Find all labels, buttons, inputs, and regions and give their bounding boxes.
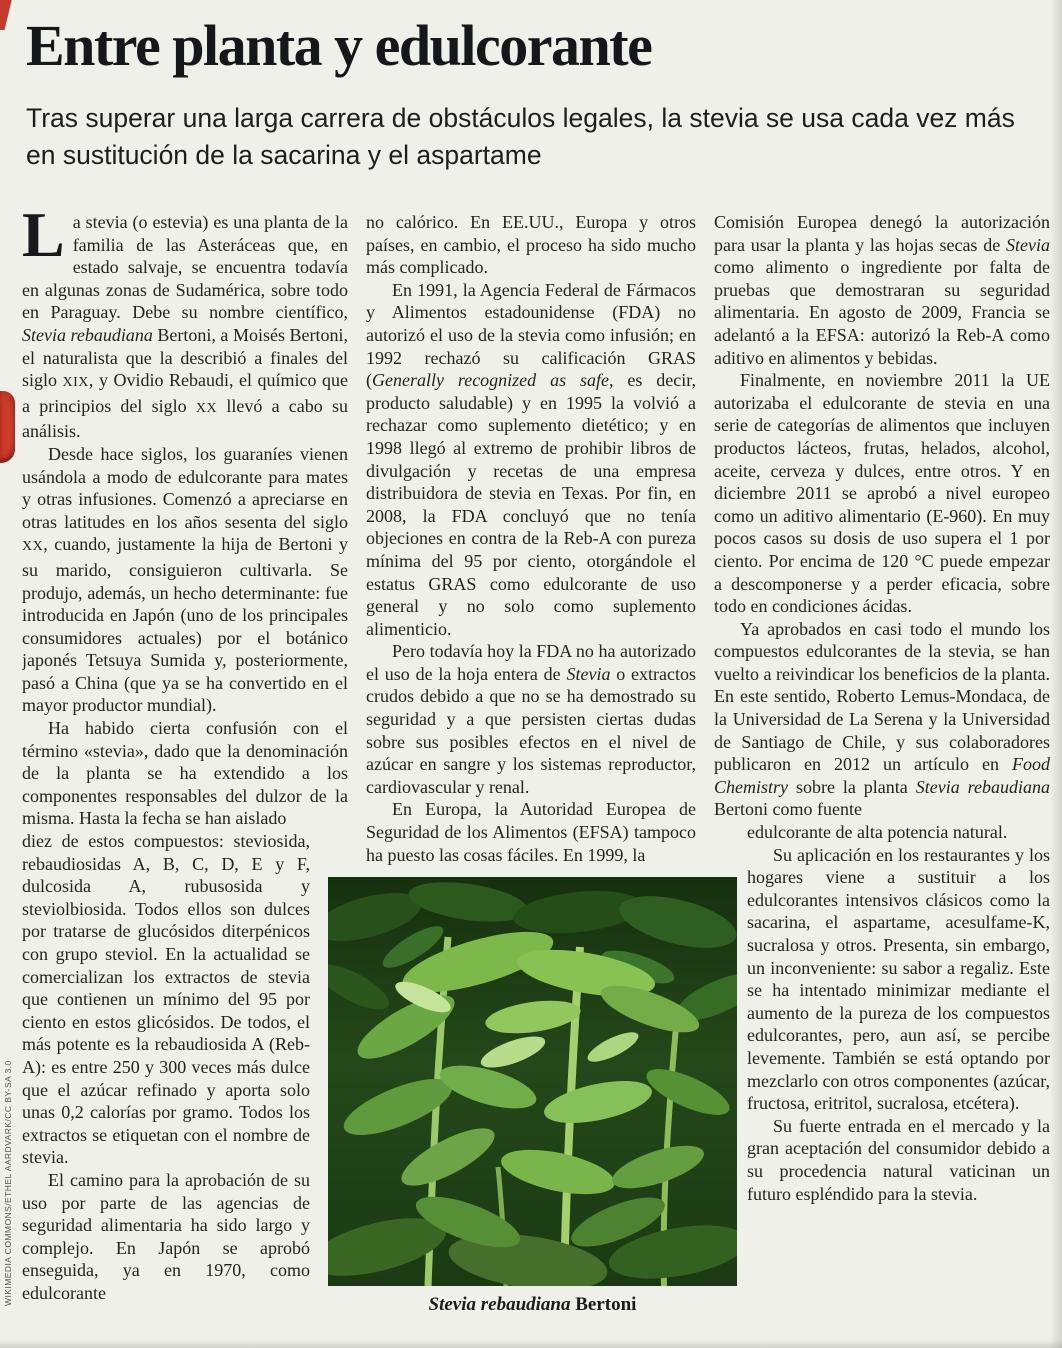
text-run: En Europa, la Autoridad Europea de Seguridad de los Alimentos (EFSA) tampoco ha puesto las cosas fáciles. En 1999, la — [366, 799, 696, 865]
text-run: , y Ovidio Rebaudi, el químico que a principios del siglo — [22, 370, 348, 416]
text-run: , cuando, justamente la hija de Bertoni y su marido, consiguieron cultivarla. Se produjo, además, un hecho determinante: fue introducida en Japón (uno de los principales consumidores actuales) por el botánico japonés Tetsuya Sumida y, posteriormente, pasó a China (que ya se ha convertido en el mayor productor mundial). — [22, 534, 348, 716]
column-3-narrow-text — [747, 821, 1050, 1205]
paragraph — [22, 1169, 310, 1305]
text-run: edulcorante de alta potencia natural. — [747, 822, 1008, 843]
paragraph — [747, 844, 1050, 1115]
paragraph — [22, 443, 348, 717]
text-run: XIX — [62, 375, 89, 391]
paragraph — [22, 830, 310, 1169]
text-run: XX — [22, 539, 44, 555]
text-run: Su aplicación en los restaurantes y los hogares viene a sustituir a los edulcorantes intensivos clásicos como la sacarina, el aspartame, acesulfame-K, sucralosa y otros. Presenta, sin embargo, un inconveniente: su sabor a regaliz. Este se ha intentado minimizar mediante el aumento de la pureza de los compuestos edulcorantes, pero, aun así, se percibe levemente. También se está optando por mezclarlo con otros componentes (azúcar, fructosa, eritritol, sucralosa, etcétera). — [747, 844, 1050, 1114]
text-run: Food Chemistry — [714, 754, 1050, 797]
paragraph — [366, 211, 696, 279]
text-run: como alimento o ingrediente por falta de pruebas que demostraran su seguridad alimentaria. En agosto de 2009, Francia se adelantó a la EFSA: autorizó la Reb-A como aditivo en alimentos y bebidas. — [714, 257, 1050, 368]
text-run: XX — [195, 400, 218, 416]
text-run: Ya aprobados en casi todo el mundo los compuestos edulcorantes de la stevia, se han vuelto a reivindicar los beneficios de la planta. En este sentido, Roberto Lemus-Mondaca, de la Universidad de La Serena y la Universidad de Santiago de Chile, y sus colaboradores publicaron en 2012 un artículo en — [714, 618, 1050, 775]
text-run: a stevia (o estevia) es una planta de la familia de las Asteráceas que, en estado salvaje, se encuentra todavía en algunas zonas de Sudamérica, sobre todo en Paraguay. Debe su nombre científico, — [22, 212, 348, 323]
text-run: llevó a cabo su análisis. — [22, 395, 348, 442]
text-run: Stevia rebaudiana — [915, 776, 1050, 797]
text-run: o extractos crudos debido a que no se ha demostrado su seguridad y a que persisten ciertas dudas sobre sus posibles efectos en el nivel de azúcar en sangre y los sistemas reproductor, cardiovascular y renal. — [366, 663, 696, 797]
text-run: Stevia rebaudiana — [428, 1294, 571, 1315]
text-run: Generally recognized as safe — [372, 370, 609, 391]
text-run: diez de estos compuestos: steviosida, rebaudiosidas A, B, C, D, E y F, dulcosida A, rubusosida y steviolbiosida. Todos ellos son dulces por tratarse de glucósidos diterpénicos con grupo steviol. En la actualidad se comercializan los extractos de stevia que contienen un mínimo del 95 por ciento en estos glicósidos. De todos, el más potente es la rebaudiosida A (Reb-A): es entre 250 y 300 veces más dulce que el azúcar refinado y aporta solo unas 0,2 calorías por gramo. Todos los extractos se etiquetan con el nombre de stevia. — [22, 831, 310, 1168]
text-run: Bertoni, a Moisés Bertoni, el naturalista que la describió a finales del siglo — [22, 324, 348, 391]
text-run: En 1991, la Agencia Federal de Fármacos y Alimentos estadounidense (FDA) no autorizó el uso de la stevia como infusión; en 1992 rechazó su calificación GRAS ( — [366, 279, 696, 391]
column-1 — [22, 211, 348, 1305]
paragraph — [747, 821, 1050, 844]
photo-credit: WIKIMEDIA COMMONS/ETHEL AARDVARK/CC BY-SA 3.0 — [3, 1060, 13, 1306]
text-run: no calórico. En EE.UU., Europa y otros países, en cambio, el proceso ha sido mucho más complicado. — [366, 212, 696, 278]
photo-caption — [328, 1294, 737, 1316]
text-run: Comisión Europea denegó la autorización para usar la planta y las hojas secas de — [714, 212, 1050, 255]
column-3 — [714, 211, 1050, 1205]
article-subtitle: Tras superar una larga carrera de obstáculos legales, la stevia se usa cada vez más en sustitución de la sacarina y el aspartame — [26, 103, 1015, 170]
column-2 — [366, 211, 696, 866]
stevia-plant-photo — [328, 877, 737, 1286]
drop-cap: L — [22, 211, 65, 270]
paragraph — [22, 717, 348, 830]
text-run: sobre la planta — [788, 776, 916, 797]
column-1-wide-text — [22, 211, 348, 830]
scan-artifact-corner — [0, 0, 13, 30]
paragraph — [366, 640, 696, 798]
paragraph — [22, 211, 348, 443]
stevia-plant-illustration — [328, 877, 737, 1286]
paragraph — [747, 1115, 1050, 1205]
article-title: Entre planta y edulcorante — [26, 13, 652, 78]
paragraph — [714, 618, 1050, 821]
paragraph — [714, 211, 1050, 369]
paragraph — [714, 369, 1050, 618]
text-run: Bertoni — [570, 1294, 637, 1315]
scan-artifact-red-blob — [0, 391, 15, 463]
text-run: Pero todavía hoy la FDA no ha autorizado el uso de la hoja entera de — [366, 641, 696, 684]
column-3-wide-text — [714, 211, 1050, 821]
text-run: Finalmente, en noviembre 2011 la UE autorizaba el edulcorante de stevia en una serie de categorías de alimentos que incluyen productos lácteos, frutas, helados, alcohol, aceite, cerveza y dulces, entre otros. Y en diciembre 2011 se aprobó a nivel europeo como un aditivo alimentario (E-960). En muy pocos casos su dosis de uso supera el 1 por ciento. Por encima de 120 °C puede empezar a descomponerse y a perder eficacia, sobre todo en condiciones ácidas. — [714, 370, 1050, 617]
text-run: El camino para la aprobación de su uso por parte de las agencias de seguridad alimentaria ha sido largo y complejo. En Japón se aprobó enseguida, ya en 1970, como edulcorante — [22, 1169, 310, 1303]
text-run: Stevia rebaudiana — [22, 324, 153, 345]
paragraph — [366, 279, 696, 641]
scan-edge-shadow-right — [1050, 0, 1062, 1348]
text-run: Ha habido cierta confusión con el término «stevia», dado que la denominación de la planta se ha extendido a los componentes responsables del dulzor de la misma. Hasta la fecha se han aislado — [22, 718, 348, 829]
paragraph — [366, 798, 696, 866]
column-1-narrow-text — [22, 830, 310, 1304]
text-run: , es decir, producto saludable) y en 1995 la volvió a rechazar como suplemento dietético; y en 1998 llegó al extremo de prohibir libros de divulgación y recetas de una empresa distribuidora de stevia en Texas. Por fin, en 2008, la FDA concluyó que no tenía objeciones en contra de la Reb-A con pureza mínima del 95 por ciento, otorgándole el estatus GRAS como edulcorante de uso general y no solo como suplemento alimenticio. — [366, 370, 696, 639]
text-run: Su fuerte entrada en el mercado y la gran aceptación del consumidor debido a su procedencia natural vaticinan un futuro espléndido para la stevia. — [747, 1115, 1050, 1204]
text-run: Bertoni como fuente — [714, 799, 862, 820]
scan-edge-shadow-bottom — [0, 1340, 1062, 1348]
text-run: Desde hace siglos, los guaraníes vienen usándola a modo de edulcorante para mates y otras infusiones. Comenzó a apreciarse en otras latitudes en los años sesenta del siglo — [22, 443, 348, 532]
text-run: Stevia — [1006, 234, 1050, 255]
text-run: Stevia — [566, 663, 611, 684]
